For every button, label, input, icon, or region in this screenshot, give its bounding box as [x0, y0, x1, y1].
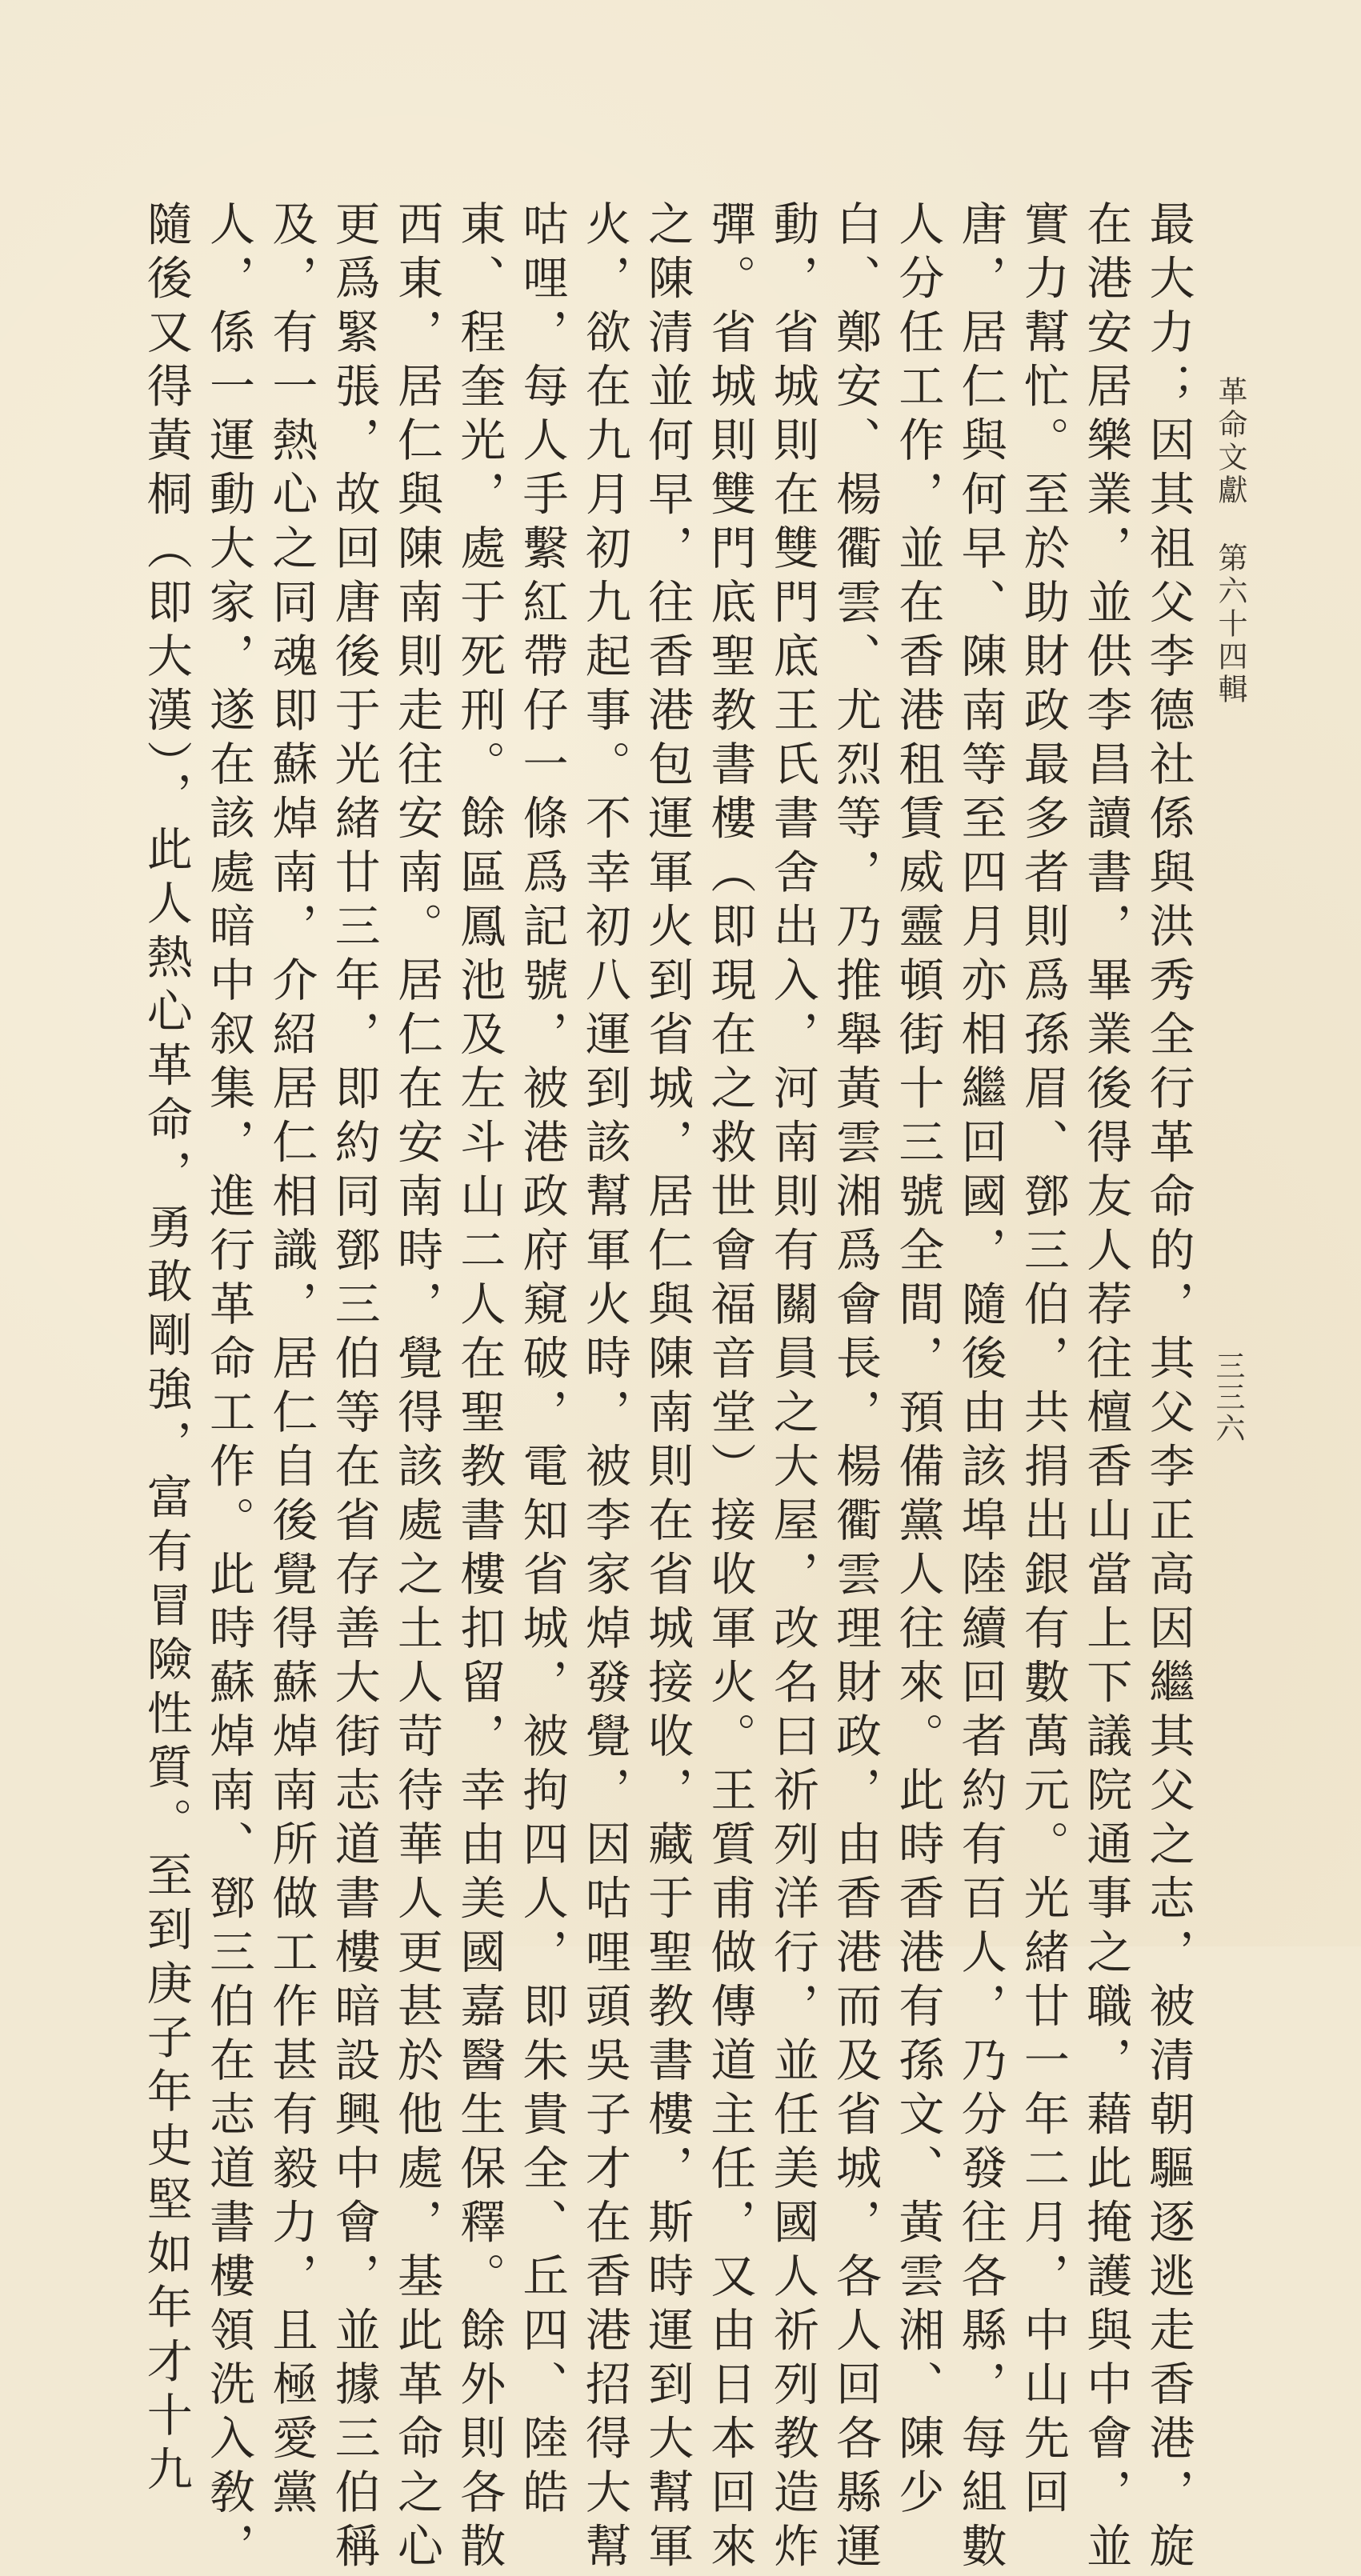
body-text	[134, 200, 1199, 2576]
text-column: 白、鄭安、楊衢雲、尤烈等，乃推舉黃雲湘爲會長，楊衢雲理財政，由香港而及省城，各人回各縣運	[828, 200, 882, 2576]
text-column: 東、程奎光，處于死刑。餘區鳳池及左斗山二人在聖教書樓扣留，幸由美國嘉醫生保釋。餘外則各散	[452, 200, 506, 2576]
text-column: 人分任工作，並在香港租賃威靈頓街十三號全間，預備黨人往來。此時香港有孫文、黃雲湘、陳少	[891, 200, 944, 2522]
text-column: 及，有一熱心之同魂即蘇焯南，介紹居仁相識，居仁自後覺得蘇焯南所做工作甚有毅力，且極愛黨	[264, 200, 318, 2522]
text-column: 最大力；因其祖父李德社係與洪秀全行革命的，其父李正高因繼其父之志，被清朝驅逐逃走香港，旋	[1142, 200, 1195, 2576]
running-head	[1212, 376, 1247, 706]
text-column: 動，省城則在雙門底王氏書舍出入，河南則有關員之大屋，改名曰祈列洋行，並任美國人祈列教造炸	[766, 200, 819, 2576]
text-column: 火，欲在九月初九起事。不幸初八運到該幫軍火時，被李家焯發覺，因咕哩頭吳子才在香港招得大幫	[578, 200, 631, 2576]
volume-label: 第六十四輯	[1213, 542, 1247, 706]
text-column: 更爲緊張，故回唐後于光緒廿三年，即約同鄧三伯等在省存善大街志道書樓暗設興中會，並據三伯稱	[327, 200, 381, 2576]
text-column: 在港安居樂業，並供李昌讀書，畢業後得友人荐往檀香山當上下議院通事之職，藉此掩護與中會，並	[1079, 200, 1132, 2576]
publication-title: 革命文獻	[1213, 376, 1247, 507]
page-number: 三三六	[1211, 1350, 1245, 1444]
text-column: 之陳清並何早，往香港包運軍火到省城，居仁與陳南則在省城接收，藏于聖教書樓，斯時運到大幫軍	[640, 200, 694, 2576]
text-column: 實力幫忙。至於助財政最多者則爲孫眉、鄧三伯，共捐出銀有數萬元。光緒廿一年二月，中山先回	[1016, 200, 1070, 2522]
text-column: 西東，居仁與陳南則走往安南。居仁在安南時，覺得該處之土人苛待華人更甚於他處，基此革命之心	[390, 200, 443, 2576]
text-column: 彈。省城則雙門底聖教書樓（即現在之救世會福音堂）接收軍火。王質甫做傳道主任，又由日本回來	[703, 200, 756, 2576]
text-column: 人，係一運動大家，遂在該處暗中叙集，進行革命工作。此時蘇焯南、鄧三伯在志道書樓領洗入敎，	[202, 200, 255, 2576]
text-column: 隨後又得黃桐（即大漢），此人熱心革命，勇敢剛強，富有冒險性質。至到庚子年史堅如年才十九	[139, 200, 193, 2499]
text-column: 咕哩，每人手繫紅帶仔一條爲記號，被港政府窺破，電知省城，被拘四人，即朱貴全、丘四、陸皓	[515, 200, 569, 2522]
text-column: 唐，居仁與何早、陳南等至四月亦相繼回國，隨後由該埠陸續回者約有百人，乃分發往各縣，每組數	[954, 200, 1007, 2576]
